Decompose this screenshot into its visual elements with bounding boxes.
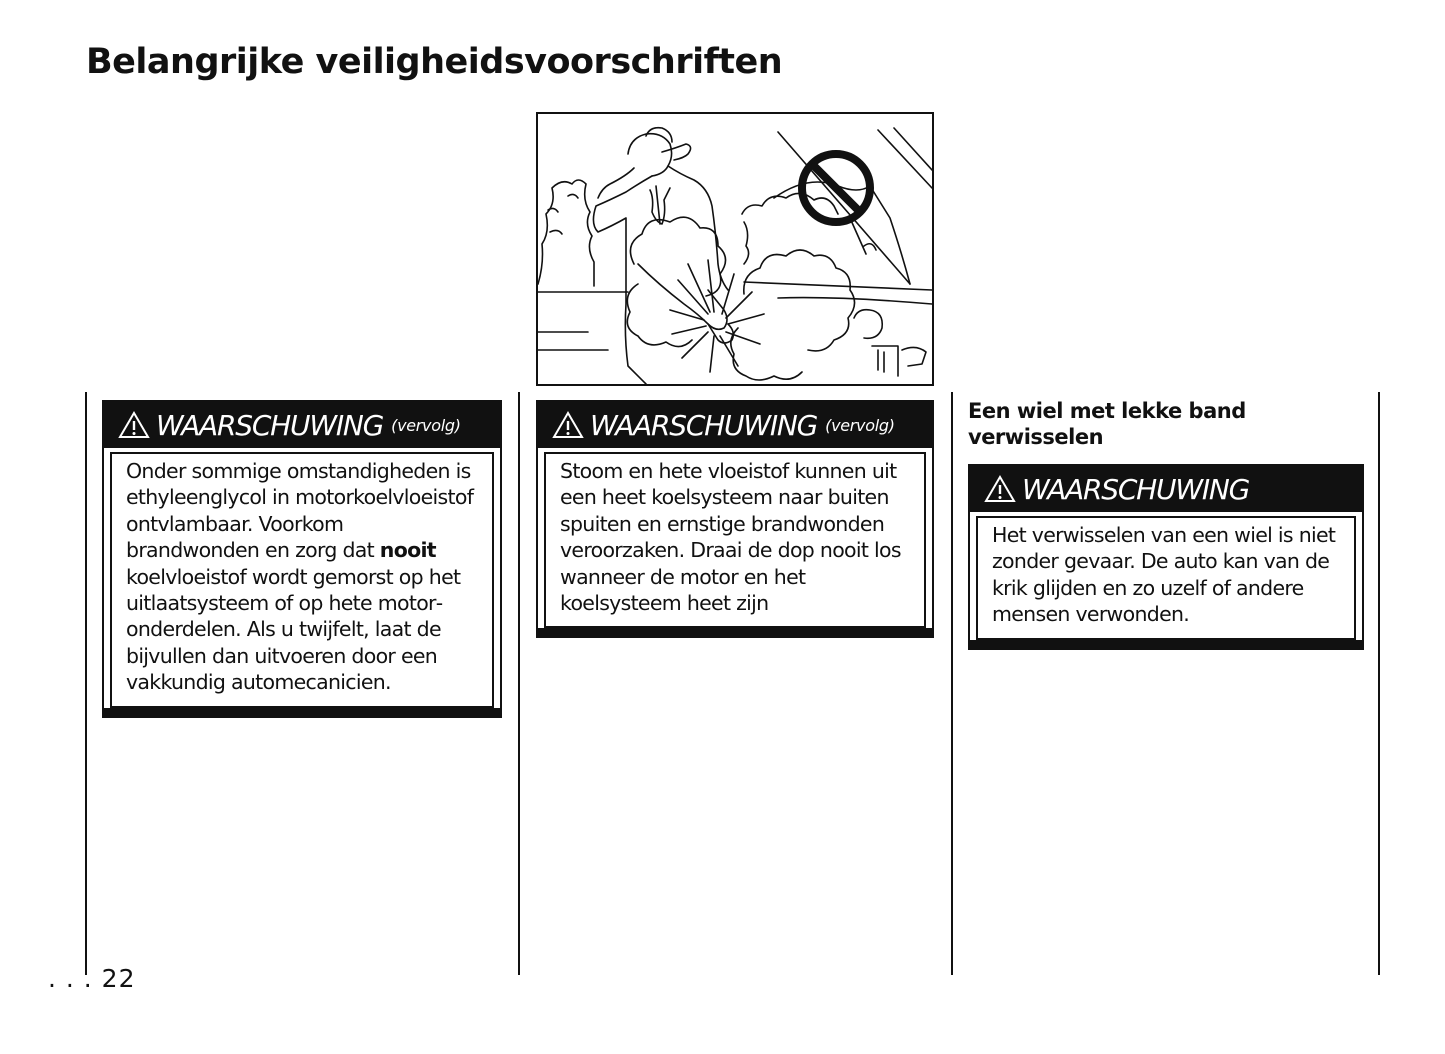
warning-title: WAARSCHUWING — [1022, 472, 1250, 506]
warning-box-wheel-change — [968, 464, 1364, 650]
column-rule-center-left — [518, 392, 520, 975]
column-rule-right — [1378, 392, 1380, 975]
warning-body — [976, 516, 1356, 640]
page-title: Belangrijke veiligheidsvoorschriften — [86, 42, 783, 82]
warning-triangle-icon — [118, 411, 150, 439]
warning-continued-label: (vervolg) — [391, 415, 461, 435]
warning-text — [126, 458, 480, 696]
steam-hazard-illustration — [536, 112, 934, 386]
column-rule-left — [85, 392, 87, 975]
page-number: . . . 22 — [48, 964, 136, 993]
section-heading: Een wiel met lekke band verwisselen — [968, 399, 1246, 449]
warning-text: Het verwisselen van een wiel is niet zonder gevaar. De auto kan van de krik glijden en zo uzelf of andere mensen verwonden. — [992, 523, 1336, 627]
warning-text: Stoom en hete vloeistof kunnen uit een heet koelsysteem naar buiten spuiten en ernstige brandwonden veroorzaken. Draai de dop nooit los wanneer de motor en het koelsysteem heet zijn — [560, 459, 901, 616]
warning-body — [544, 452, 926, 628]
illustration-drawing — [538, 114, 932, 384]
warning-header — [970, 466, 1362, 512]
warning-triangle-icon — [984, 475, 1016, 503]
warning-box-hot-steam — [536, 400, 934, 638]
warning-triangle-icon — [552, 411, 584, 439]
prohibition-sign-icon — [802, 154, 870, 222]
warning-header — [104, 402, 500, 448]
warning-text-emphasis: nooit — [379, 538, 436, 563]
warning-box-coolant-flammable — [102, 400, 502, 718]
warning-header — [538, 402, 932, 448]
warning-title: WAARSCHUWING — [156, 408, 384, 442]
warning-continued-label: (vervolg) — [825, 415, 895, 435]
warning-title: WAARSCHUWING — [590, 408, 818, 442]
warning-text-part: Onder sommige omstandigheden is ethyleenglycol in motorkoelvloeistof ontvlambaar. Voorkom brandwonden en zorg dat — [126, 459, 474, 563]
column-rule-center-right — [951, 392, 953, 975]
warning-text-part: koelvloeistof wordt gemorst op het uitlaatsysteem of op hete motoronderdelen. Als u twijfelt, laat de bijvullen dan uitvoeren door een vakkundig automecanicien. — [126, 564, 461, 695]
warning-body — [110, 452, 494, 708]
